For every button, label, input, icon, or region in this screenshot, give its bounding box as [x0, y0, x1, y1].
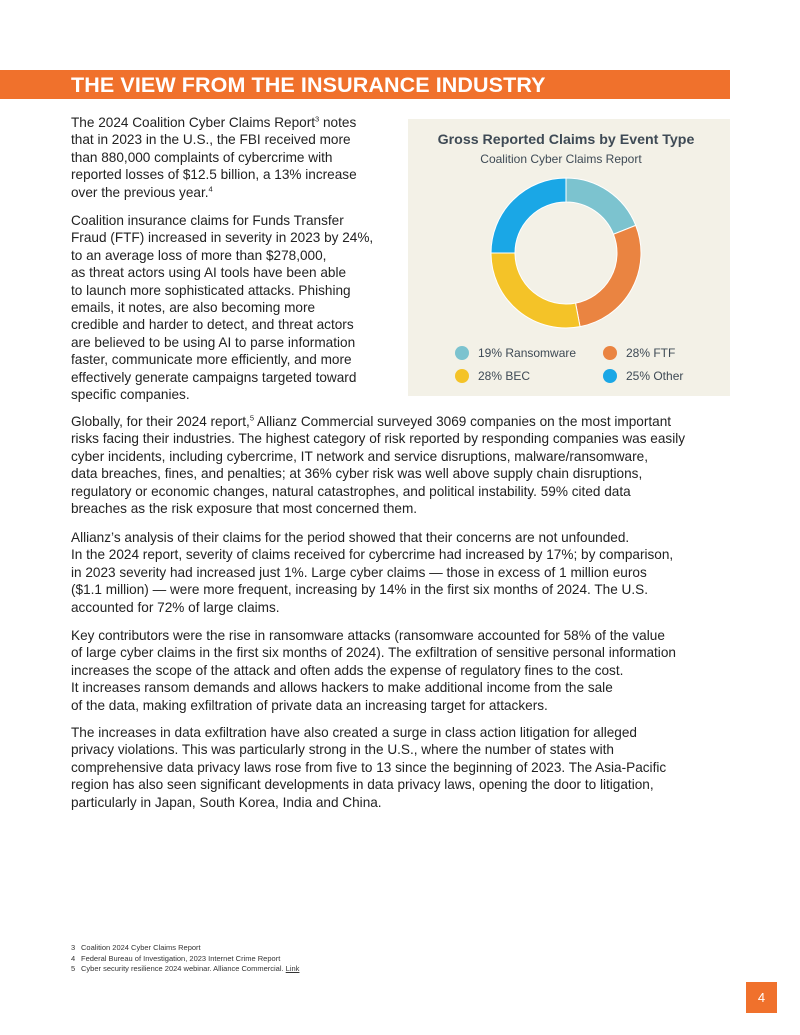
text-line: [71, 448, 741, 465]
text-line: [71, 166, 391, 183]
text-line: [71, 483, 741, 500]
legend-swatch: [455, 346, 469, 360]
text-line: particularly in Japan, South Korea, India and China.: [71, 794, 382, 810]
footnote-text: Federal Bureau of Investigation, 2023 Internet Crime Report: [81, 953, 281, 963]
text-segment: notes: [319, 115, 357, 130]
ftf-paragraph: [71, 212, 401, 403]
text-line: are believed to be using AI to parse information: [71, 334, 356, 350]
text-segment: cyber incidents, including cybercrime, IT network and service disruptions, malware/ransomware,: [71, 448, 648, 464]
footnote-number: 4: [71, 953, 76, 963]
text-line: [71, 465, 741, 482]
text-line: Coalition insurance claims for Funds Transfer: [71, 213, 344, 228]
ransomware-paragraph: [71, 627, 741, 714]
legend-label: 19% Ransomware: [478, 346, 577, 360]
text-segment: that in 2023 in the U.S., the FBI received more: [71, 132, 351, 148]
legend-swatch: [603, 346, 617, 360]
claims-chart-panel: [408, 119, 730, 396]
text-line: to an average loss of more than $278,000,: [71, 247, 327, 263]
text-line: in 2023 severity had increased just 1%. Large cyber claims — those in excess of 1 million euros: [71, 564, 647, 580]
text-line: specific companies.: [71, 387, 190, 403]
text-line: Allianz’s analysis of their claims for the period showed that their concerns are not unfounded.: [71, 530, 630, 545]
allianz-claims-paragraph: [71, 529, 741, 616]
text-line: of the data, making exfiltration of private data an increasing target for attackers.: [71, 697, 548, 713]
text-segment: regulatory or economic changes, natural catastrophes, and political instability. 59% cited data: [71, 483, 631, 499]
text-line: privacy violations. This was particularly strong in the U.S., where the number of states with: [71, 742, 614, 758]
page-number: 4: [746, 982, 777, 1013]
allianz-survey-paragraph: [71, 413, 741, 517]
text-line: comprehensive data privacy laws rose from five to 13 since the beginning of 2023. The Asia-Pacific: [71, 759, 667, 775]
text-line: to launch more sophisticated attacks. Phishing: [71, 282, 351, 298]
footnote-link[interactable]: Link: [285, 964, 300, 973]
donut-slice-bec: [491, 253, 580, 328]
litigation-paragraph: [71, 724, 741, 811]
footnotes: [71, 943, 299, 975]
text-line: [71, 184, 391, 201]
text-segment: The 2024 Coalition Cyber Claims Report: [71, 115, 316, 130]
text-line: effectively generate campaigns targeted toward: [71, 369, 357, 385]
footnote-item: [71, 964, 299, 975]
text-line: Key contributors were the rise in ransomware attacks (ransomware accounted for 58% of the value: [71, 628, 665, 643]
section-title: THE VIEW FROM THE INSURANCE INDUSTRY: [71, 73, 546, 97]
text-line: region has also seen significant developments in data privacy laws, opening the door to litigation,: [71, 777, 654, 793]
chart-title: Gross Reported Claims by Event Type: [437, 132, 695, 148]
donut-slice-other: [491, 178, 566, 253]
donut-slice-ftf: [576, 225, 641, 326]
legend-label: 28% FTF: [626, 346, 676, 360]
text-line: [71, 500, 741, 517]
text-line: Fraud (FTF) increased in severity in 2023 by 24%,: [71, 230, 374, 246]
footnote-number: 5: [71, 964, 76, 973]
text-line: It increases ransom demands and allows hackers to make additional income from the sale: [71, 680, 613, 696]
legend-swatch: [455, 369, 469, 383]
text-segment: over the previous year.: [71, 184, 209, 200]
text-line: In the 2024 report, severity of claims received for cybercrime had increased by 17%; by comparison,: [71, 547, 674, 563]
footnote-item: [71, 954, 299, 965]
text-segment: Globally, for their 2024 report,: [71, 414, 250, 429]
text-line: credible and harder to detect, and threat actors: [71, 317, 354, 333]
text-line: [71, 131, 391, 148]
footnote-ref: 4: [208, 184, 213, 194]
text-line: [71, 413, 741, 430]
text-segment: data breaches, fines, and penalties; at 36% cyber risk was well above supply chain disruptions,: [71, 466, 643, 482]
text-line: ($1.1 million) — were more frequent, increasing by 14% in the first six months of 2024. The U.S.: [71, 582, 648, 598]
text-line: faster, communicate more efficiently, and more: [71, 352, 352, 368]
donut-slice-ransomware: [566, 178, 636, 234]
text-line: emails, it notes, are also becoming more: [71, 300, 316, 316]
footnote-item: [71, 943, 299, 954]
text-line: The increases in data exfiltration have also created a surge in class action litigation for alleged: [71, 725, 637, 740]
text-line: [71, 430, 741, 447]
intro-paragraph: [71, 114, 391, 201]
footnote-ref: 3: [315, 114, 320, 124]
footnote-text: Cyber security resilience 2024 webinar. Alliance Commercial.: [81, 964, 286, 973]
text-segment: Allianz Commercial surveyed 3069 companies on the most important: [254, 414, 672, 429]
text-segment: risks facing their industries. The highest category of risk reported by responding companies was easily: [71, 431, 686, 447]
text-line: accounted for 72% of large claims.: [71, 599, 280, 615]
chart-subtitle: Coalition Cyber Claims Report: [480, 152, 642, 166]
legend-swatch: [603, 369, 617, 383]
text-segment: reported losses of $12.5 billion, a 13% increase: [71, 167, 357, 183]
text-line: of large cyber claims in the first six months of 2024). The exfiltration of sensitive personal information: [71, 645, 676, 661]
text-segment: than 880,000 complaints of cybercrime with: [71, 149, 333, 165]
legend-label: 25% Other: [626, 369, 684, 383]
text-line: [71, 149, 391, 166]
text-line: [71, 114, 391, 131]
footnote-ref: 5: [249, 413, 254, 423]
legend-label: 28% BEC: [478, 369, 531, 383]
text-segment: breaches as the risk exposure that most concerned them.: [71, 501, 418, 517]
footnote-number: 3: [71, 943, 76, 952]
text-line: increases the scope of the attack and often adds the expense of regulatory fines to the cost.: [71, 662, 624, 678]
footnote-text: Coalition 2024 Cyber Claims Report: [81, 943, 201, 952]
text-line: as threat actors using AI tools have been able: [71, 265, 347, 281]
